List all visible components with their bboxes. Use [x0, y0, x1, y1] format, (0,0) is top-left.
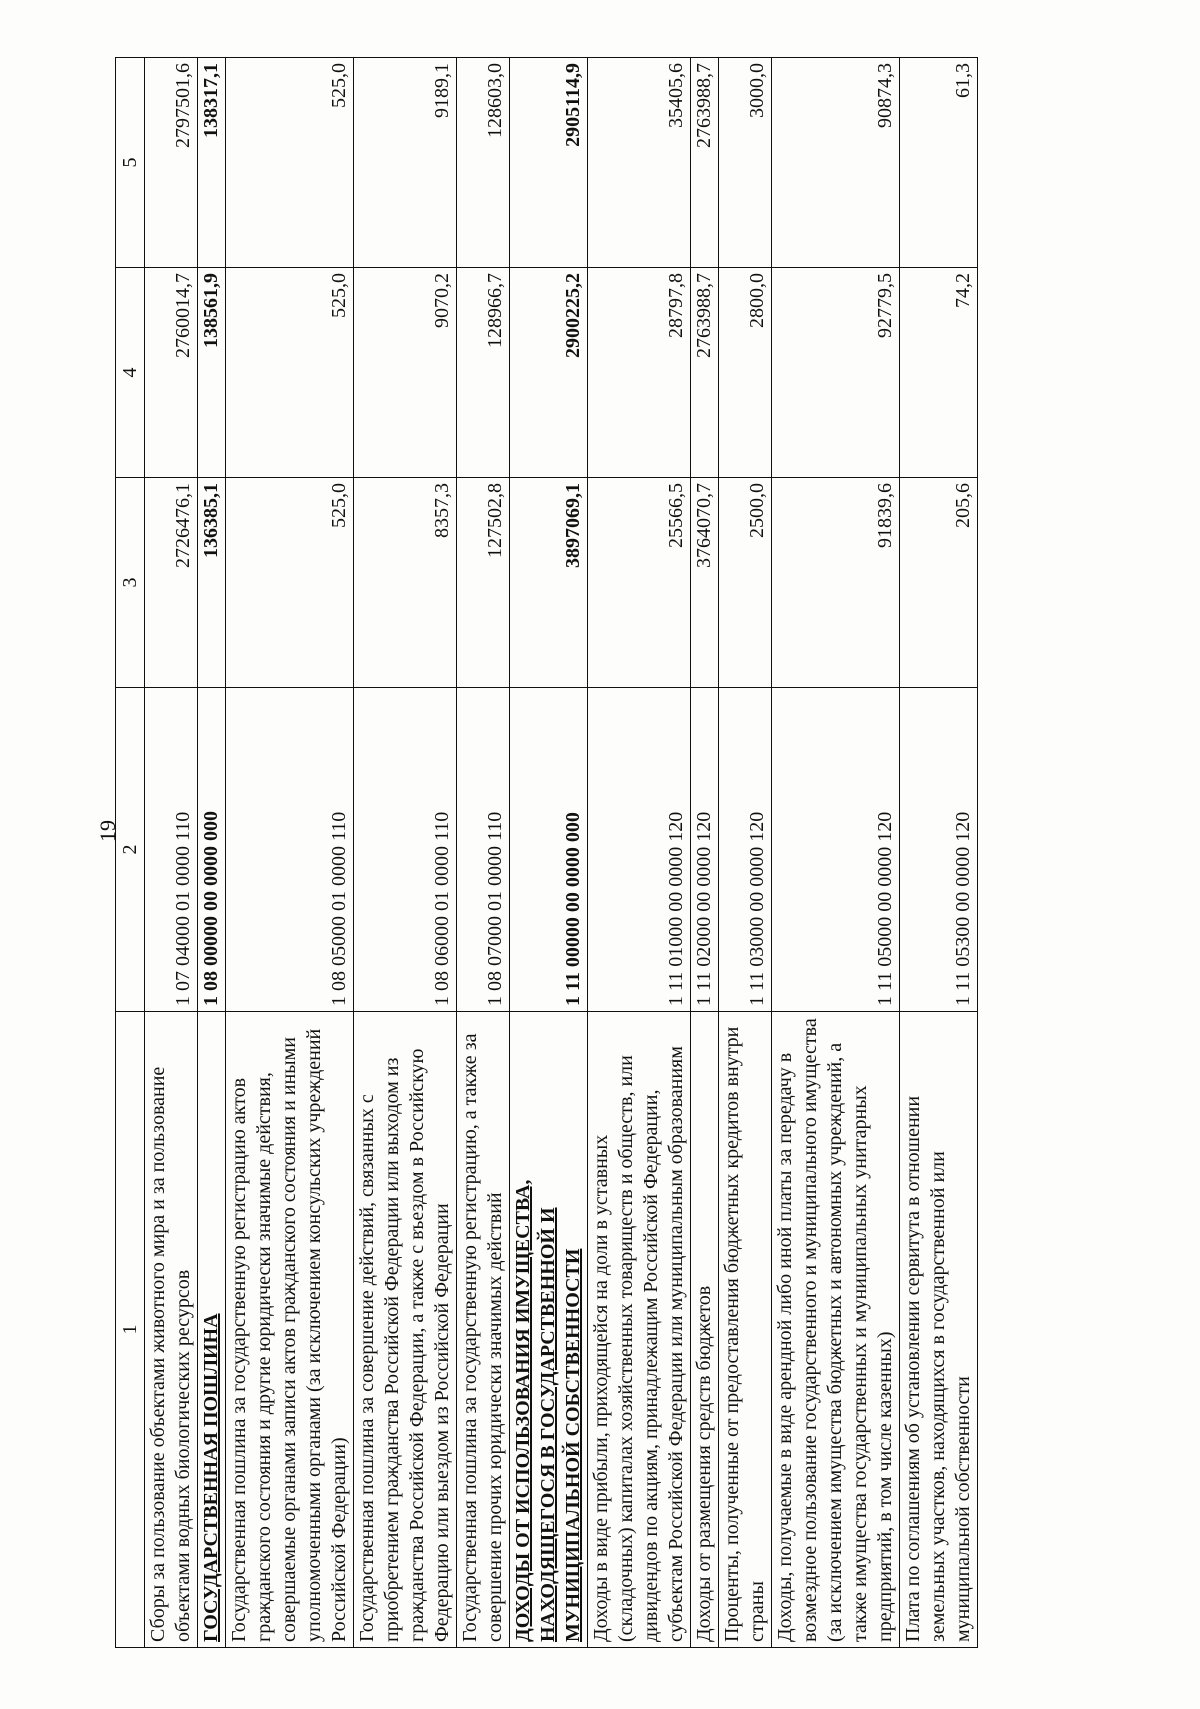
row-value-col5: 2763988,7 — [691, 58, 719, 268]
column-header-5: 5 — [116, 58, 145, 268]
row-value-col3: 136385,1 — [198, 478, 226, 688]
row-value-col4: 2900225,2 — [510, 268, 588, 478]
row-value-col3: 127502,8 — [457, 478, 510, 688]
row-value-col5: 525,0 — [226, 58, 354, 268]
table-row — [719, 58, 772, 1648]
column-header-1: 1 — [116, 1012, 145, 1648]
table-row — [226, 58, 354, 1648]
row-name: Доходы от размещения средств бюджетов — [691, 1012, 719, 1648]
row-code: 1 08 00000 00 0000 000 — [198, 688, 226, 1012]
row-name: Доходы, получаемые в виде арендной либо иной платы за передачу в возмездное пользование государственного и муниципального имущества (за исключением имущества бюджетных и автономных учреждений, а также имущества государственных и муниципальных унитарных предприятий, в том числе казенных) — [772, 1012, 900, 1648]
column-header-row — [116, 58, 145, 1648]
page-number: 19 — [95, 820, 120, 842]
row-value-col5: 61,3 — [900, 58, 978, 268]
row-value-col5: 90874,3 — [772, 58, 900, 268]
row-name: Государственная пошлина за государственную регистрацию, а также за совершение прочих юридически значимых действий — [457, 1012, 510, 1648]
revenue-table — [115, 57, 978, 1648]
row-value-col3: 3764070,7 — [691, 478, 719, 688]
row-value-col4: 28797,8 — [588, 268, 691, 478]
row-code: 1 08 05000 01 0000 110 — [226, 688, 354, 1012]
row-value-col4: 2763988,7 — [691, 268, 719, 478]
row-value-col3: 91839,6 — [772, 478, 900, 688]
row-value-col5: 9189,1 — [354, 58, 457, 268]
row-value-col4: 138561,9 — [198, 268, 226, 478]
row-value-col5: 2797501,6 — [145, 58, 198, 268]
row-value-col3: 3897069,1 — [510, 478, 588, 688]
row-name: Доходы в виде прибыли, приходящейся на доли в уставных (складочных) капиталах хозяйственных товариществ и обществ, или дивидендов по акциям, принадлежащим Российской Федерации, субъектам Российской Федерации или муниципальным образованиям — [588, 1012, 691, 1648]
table-row — [691, 58, 719, 1648]
row-name: Сборы за пользование объектами животного мира и за пользование объектами водных биологических ресурсов — [145, 1012, 198, 1648]
row-value-col4: 128966,7 — [457, 268, 510, 478]
row-value-col4: 2760014,7 — [145, 268, 198, 478]
table-row — [900, 58, 978, 1648]
table-row — [457, 58, 510, 1648]
row-value-col3: 2726476,1 — [145, 478, 198, 688]
row-value-col4: 74,2 — [900, 268, 978, 478]
table-row-section-header — [510, 58, 588, 1648]
table-row-section-header — [198, 58, 226, 1648]
row-value-col3: 8357,3 — [354, 478, 457, 688]
row-code: 1 07 04000 01 0000 110 — [145, 688, 198, 1012]
row-name: ДОХОДЫ ОТ ИСПОЛЬЗОВАНИЯ ИМУЩЕСТВА, НАХОДЯЩЕГОСЯ В ГОСУДАРСТВЕННОЙ И МУНИЦИПАЛЬНОЙ СОБСТВЕННОСТИ — [510, 1012, 588, 1648]
row-code: 1 11 05300 00 0000 120 — [900, 688, 978, 1012]
row-value-col5: 3000,0 — [719, 58, 772, 268]
row-code: 1 11 03000 00 0000 120 — [719, 688, 772, 1012]
row-value-col5: 35405,6 — [588, 58, 691, 268]
table-row — [145, 58, 198, 1648]
row-value-col4: 2800,0 — [719, 268, 772, 478]
row-name: ГОСУДАРСТВЕННАЯ ПОШЛИНА — [198, 1012, 226, 1648]
row-code: 1 11 02000 00 0000 120 — [691, 688, 719, 1012]
table-row — [354, 58, 457, 1648]
table-row — [772, 58, 900, 1648]
row-value-col5: 138317,1 — [198, 58, 226, 268]
row-value-col4: 92779,5 — [772, 268, 900, 478]
row-name: Плата по соглашениям об установлении сервитута в отношении земельных участков, находящихся в государственной или муниципальной собственности — [900, 1012, 978, 1648]
row-value-col5: 128603,0 — [457, 58, 510, 268]
row-code: 1 11 05000 00 0000 120 — [772, 688, 900, 1012]
row-value-col3: 205,6 — [900, 478, 978, 688]
rotated-table-container — [115, 58, 978, 1648]
row-code: 1 08 07000 01 0000 110 — [457, 688, 510, 1012]
column-header-4: 4 — [116, 268, 145, 478]
row-value-col3: 525,0 — [226, 478, 354, 688]
row-code: 1 11 00000 00 0000 000 — [510, 688, 588, 1012]
row-code: 1 08 06000 01 0000 110 — [354, 688, 457, 1012]
row-name: Государственная пошлина за государственную регистрацию актов гражданского состояния и другие юридически значимые действия, совершаемые органами записи актов гражданского состояния и иными уполномоченными органами (за исключением консульских учреждений Российской Федерации) — [226, 1012, 354, 1648]
row-name: Государственная пошлина за совершение действий, связанных с приобретением гражданства Российской Федерации или выходом из гражданства Российской Федерации, а также с въездом в Российскую Федерацию или выездом из Российской Федерации — [354, 1012, 457, 1648]
row-value-col4: 9070,2 — [354, 268, 457, 478]
row-value-col3: 25566,5 — [588, 478, 691, 688]
column-header-3: 3 — [116, 478, 145, 688]
table-row — [588, 58, 691, 1648]
row-value-col5: 2905114,9 — [510, 58, 588, 268]
row-code: 1 11 01000 00 0000 120 — [588, 688, 691, 1012]
row-value-col3: 2500,0 — [719, 478, 772, 688]
row-value-col4: 525,0 — [226, 268, 354, 478]
column-header-2: 2 — [116, 688, 145, 1012]
row-name: Проценты, полученные от предоставления бюджетных кредитов внутри страны — [719, 1012, 772, 1648]
